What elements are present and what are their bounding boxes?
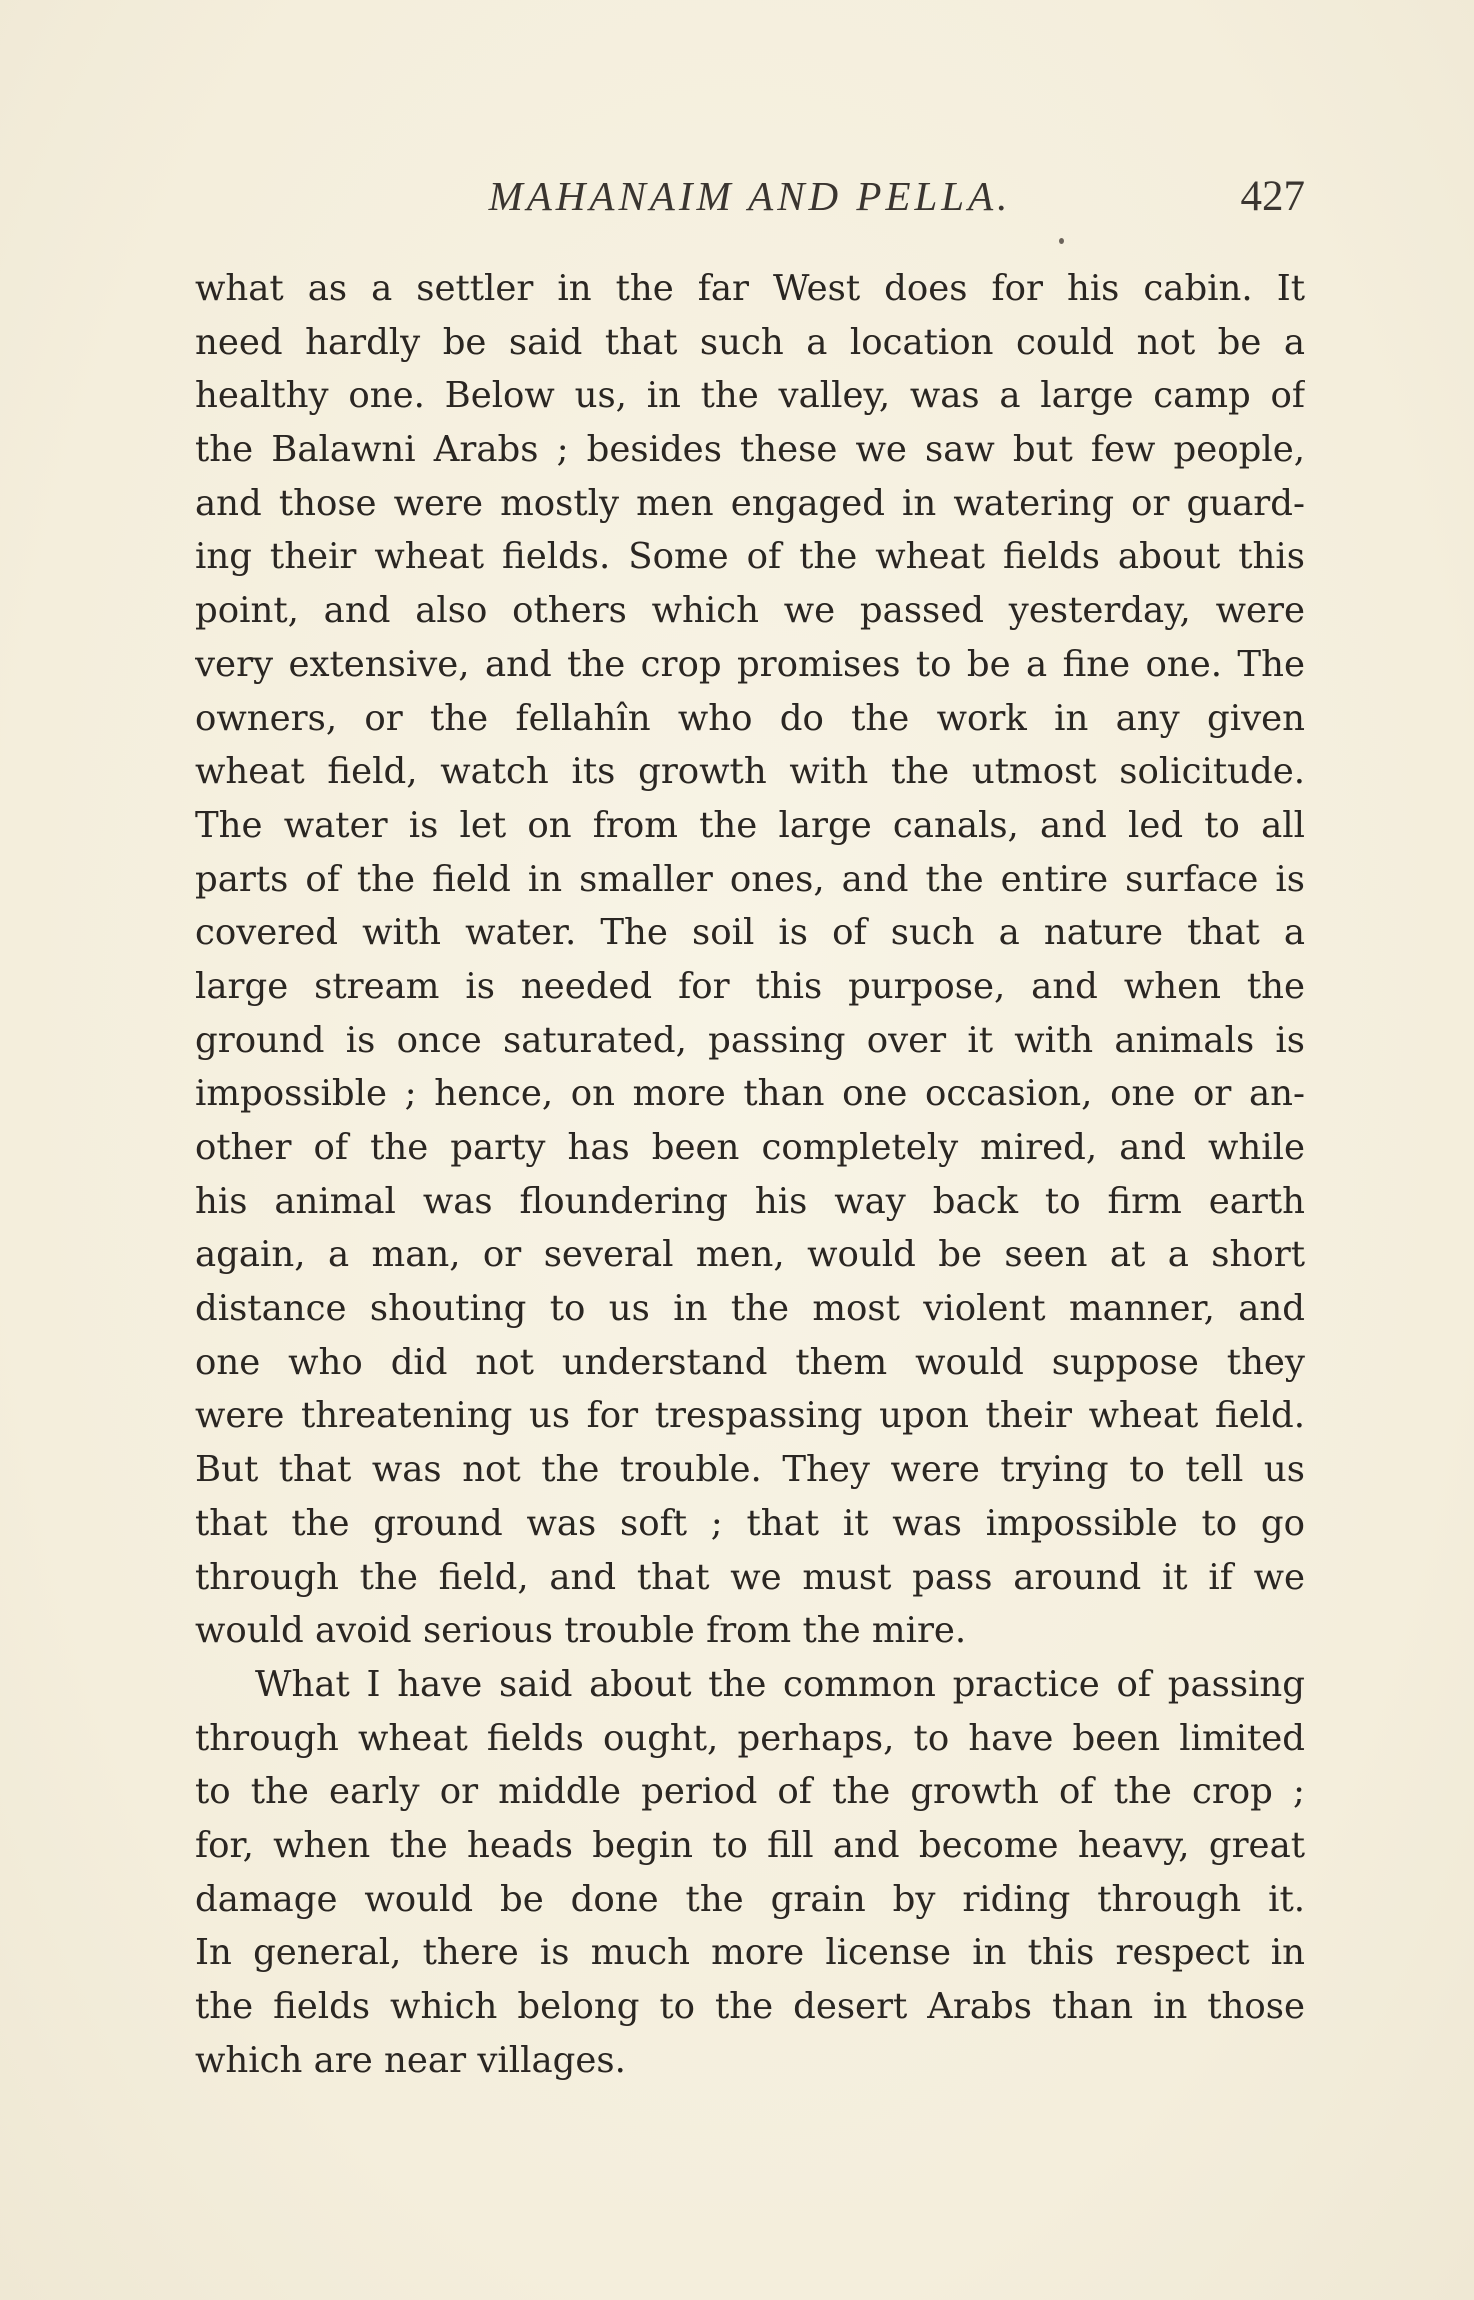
text-line: point, and also others which we passed yesterday, were [195, 590, 1305, 632]
text-line: would avoid serious trouble from the mire. [195, 1610, 967, 1652]
text-line: his animal was floundering his way back to firm earth [195, 1180, 1305, 1222]
text-line: the Balawni Arabs ; besides these we saw but few people, [195, 429, 1305, 471]
text-line: again, a man, or several men, would be seen at a short [195, 1234, 1305, 1276]
text-line: In general, there is much more license in this respect in [195, 1932, 1305, 1974]
text-line: ground is once saturated, passing over it with animals is [195, 1019, 1305, 1061]
text-line: which are near villages. [195, 2039, 626, 2081]
text-line: for, when the heads begin to fill and become heavy, great [195, 1824, 1305, 1866]
text-line: what as a settler in the far West does for his cabin. It [195, 268, 1305, 309]
text-line: The water is let on from the large canals, and led to all [195, 804, 1305, 846]
text-line: distance shouting to us in the most violent manner, and [195, 1288, 1305, 1330]
body-text [195, 262, 1305, 2087]
text-line: ing their wheat fields. Some of the wheat fields about this [195, 536, 1305, 578]
ink-speck [1059, 238, 1064, 244]
text-line: need hardly be said that such a location could not be a [195, 321, 1305, 363]
text-line: through the field, and that we must pass around it if we [195, 1556, 1305, 1598]
text-line: damage would be done the grain by riding through it. [195, 1878, 1305, 1920]
page-number: 427 [1240, 173, 1305, 220]
text-line: and those were mostly men engaged in watering or guard- [195, 482, 1305, 524]
text-line: healthy one. Below us, in the valley, was a large camp of [195, 375, 1305, 417]
text-line: large stream is needed for this purpose, and when the [195, 965, 1305, 1007]
text-line: parts of the field in smaller ones, and the entire surface is [195, 858, 1305, 900]
text-line: But that was not the trouble. They were trying to tell us [195, 1449, 1305, 1491]
running-title: MAHANAIM AND PELLA. [488, 173, 1012, 219]
text-line: owners, or the fellahîn who do the work in any given [195, 697, 1305, 739]
text-line: that the ground was soft ; that it was impossible to go [195, 1502, 1305, 1544]
text-line: the fields which belong to the desert Arabs than in those [195, 1986, 1305, 2027]
text-line: to the early or middle period of the growth of the crop ; [195, 1771, 1305, 1813]
text-line: were threatening us for trespassing upon their wheat field. [195, 1395, 1305, 1437]
text-line: wheat field, watch its growth with the utmost solicitude. [195, 751, 1305, 793]
running-head [195, 172, 1305, 232]
text-line: one who did not understand them would suppose they [195, 1341, 1305, 1383]
text-line: other of the party has been completely mired, and while [195, 1127, 1305, 1168]
text-line: What I have said about the common practice of passing [255, 1663, 1305, 1705]
text-line: very extensive, and the crop promises to be a fine one. The [195, 643, 1305, 685]
text-line: impossible ; hence, on more than one occasion, one or an- [195, 1073, 1305, 1115]
text-line: through wheat fields ought, perhaps, to have been limited [195, 1717, 1305, 1759]
text-line: covered with water. The soil is of such a nature that a [195, 912, 1305, 954]
